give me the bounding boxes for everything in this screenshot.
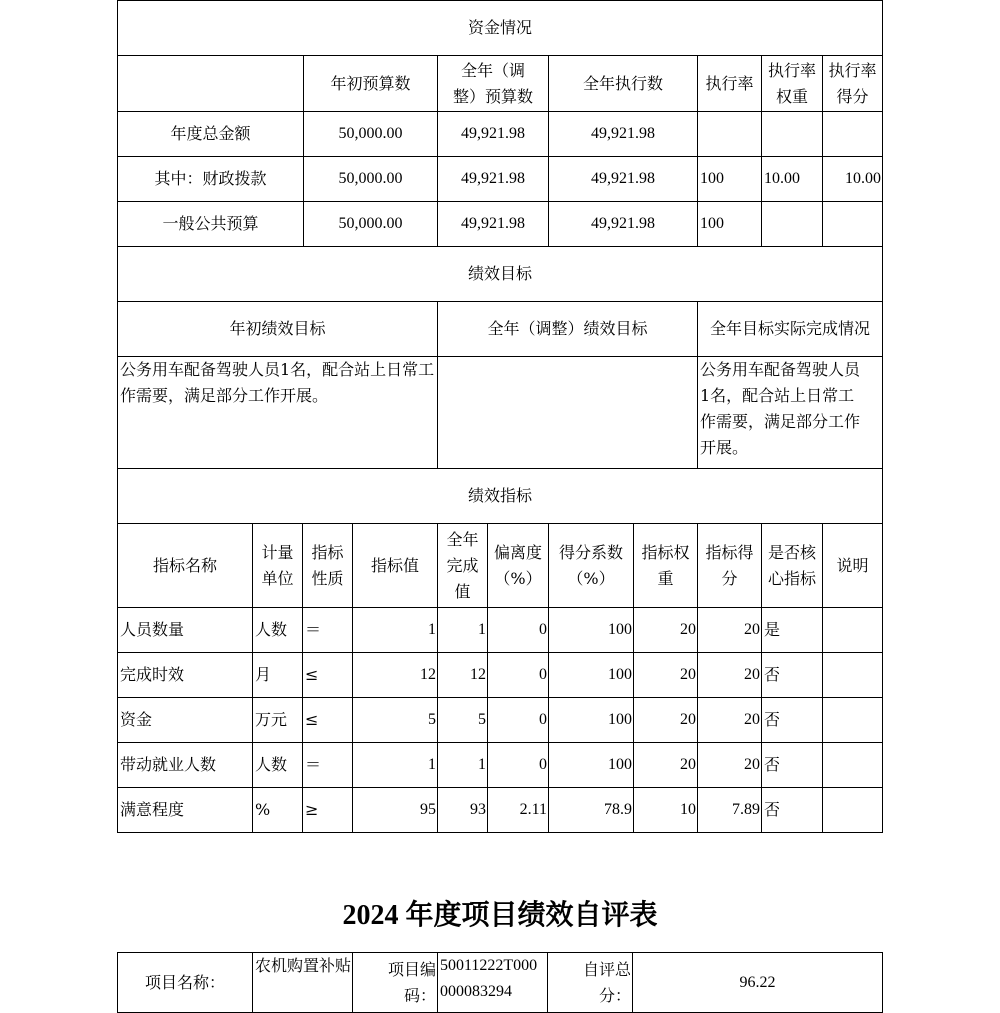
form-title: 2024 年度项目绩效自评表 [342,900,658,931]
table-row [118,743,883,788]
table-row [118,653,883,698]
funds-row-initial: 50,000.00 [304,202,438,247]
ind-header-name: 指标名称 [118,524,253,608]
ind-target: 1 [353,743,438,788]
ind-core: 否 [762,788,823,833]
ind-unit: 人数 [253,743,303,788]
self-score-value: 96.22 [633,953,883,1013]
ind-core: 否 [762,743,823,788]
funds-row [118,157,883,202]
ind-nature: ＝ [303,743,353,788]
ind-weight: 20 [634,653,698,698]
funds-header-initial: 年初预算数 [304,56,438,112]
ind-nature: ≤ [303,653,353,698]
ind-core: 否 [762,653,823,698]
ind-note [823,788,883,833]
ind-target: 1 [353,608,438,653]
ind-deviation: 0 [488,653,549,698]
ind-actual: 1 [438,608,488,653]
funds-row-weight [762,202,823,247]
goals-table [117,246,883,469]
ind-unit: 人数 [253,608,303,653]
ind-header-deviation: 偏离度（%） [488,524,549,608]
ind-score: 20 [698,653,762,698]
funds-row-score [823,202,883,247]
ind-coef: 100 [549,743,634,788]
ind-note [823,608,883,653]
funds-row-executed: 49,921.98 [549,202,698,247]
ind-target: 12 [353,653,438,698]
ind-deviation: 2.11 [488,788,549,833]
ind-deviation: 0 [488,743,549,788]
ind-target: 95 [353,788,438,833]
ind-unit: % [253,788,303,833]
funds-row-score [823,112,883,157]
ind-coef: 100 [549,698,634,743]
indicators-table [117,468,883,833]
table-row [118,788,883,833]
ind-coef: 100 [549,608,634,653]
ind-name: 带动就业人数 [118,743,253,788]
ind-weight: 20 [634,698,698,743]
ind-header-score: 指标得分 [698,524,762,608]
funds-header-rate: 执行率 [698,56,762,112]
indicator-rows [118,608,883,833]
goals-initial-text: 公务用车配备驾驶人员1名，配合站上日常工作需要，满足部分工作开展。 [118,357,438,469]
funds-row-executed: 49,921.98 [549,157,698,202]
ind-deviation: 0 [488,698,549,743]
ind-score: 20 [698,743,762,788]
funds-table [117,0,883,247]
project-code-label: 项目编码： [353,953,438,1013]
funds-header-adjusted: 全年（调整）预算数 [438,56,549,112]
ind-actual: 12 [438,653,488,698]
ind-name: 满意程度 [118,788,253,833]
self-score-label: 自评总分： [548,953,633,1013]
table-row [118,608,883,653]
goals-header-initial: 年初绩效目标 [118,302,438,357]
funds-row-initial: 50,000.00 [304,112,438,157]
funds-row-weight [762,112,823,157]
ind-name: 资金 [118,698,253,743]
funds-row-score: 10.00 [823,157,883,202]
project-code-value: 50011222T000000083294 [438,953,548,1013]
ind-note [823,743,883,788]
ind-header-unit: 计量单位 [253,524,303,608]
funds-header-blank [118,56,304,112]
ind-header-core: 是否核心指标 [762,524,823,608]
funds-title: 资金情况 [118,1,883,56]
ind-name: 人员数量 [118,608,253,653]
ind-target: 5 [353,698,438,743]
goals-header-actual: 全年目标实际完成情况 [698,302,883,357]
project-name-value: 农机购置补贴 [253,953,353,1013]
funds-row-label: 一般公共预算 [118,202,304,247]
funds-header-executed: 全年执行数 [549,56,698,112]
funds-row-label: 年度总金额 [118,112,304,157]
ind-actual: 93 [438,788,488,833]
ind-actual: 1 [438,743,488,788]
ind-weight: 10 [634,788,698,833]
ind-note [823,698,883,743]
funds-row-label: 其中：财政拨款 [118,157,304,202]
ind-header-note: 说明 [823,524,883,608]
funds-row-rate: 100 [698,157,762,202]
goals-header-adjusted: 全年（调整）绩效目标 [438,302,698,357]
ind-header-actual: 全年完成值 [438,524,488,608]
ind-core: 否 [762,698,823,743]
ind-score: 20 [698,698,762,743]
goals-adjusted-text [438,357,698,469]
ind-header-nature: 指标性质 [303,524,353,608]
ind-unit: 万元 [253,698,303,743]
indicators-title: 绩效指标 [118,469,883,524]
funds-row [118,202,883,247]
ind-nature: ＝ [303,608,353,653]
ind-score: 7.89 [698,788,762,833]
project-name-label: 项目名称： [118,953,253,1013]
funds-row-adjusted: 49,921.98 [438,112,549,157]
funds-row [118,112,883,157]
funds-row-adjusted: 49,921.98 [438,157,549,202]
table-row [118,698,883,743]
project-info-table [117,952,883,1013]
ind-coef: 100 [549,653,634,698]
funds-header-weight: 执行率权重 [762,56,823,112]
ind-coef: 78.9 [549,788,634,833]
ind-header-target: 指标值 [353,524,438,608]
ind-actual: 5 [438,698,488,743]
ind-nature: ≤ [303,698,353,743]
ind-weight: 20 [634,608,698,653]
funds-row-weight: 10.00 [762,157,823,202]
funds-row-adjusted: 49,921.98 [438,202,549,247]
ind-score: 20 [698,608,762,653]
ind-weight: 20 [634,743,698,788]
funds-row-rate: 100 [698,202,762,247]
ind-deviation: 0 [488,608,549,653]
funds-row-rate [698,112,762,157]
ind-header-coef: 得分系数（%） [549,524,634,608]
funds-row-initial: 50,000.00 [304,157,438,202]
ind-core: 是 [762,608,823,653]
goals-actual-text: 公务用车配备驾驶人员1名，配合站上日常工作需要，满足部分工作开展。 [698,357,883,469]
goals-title: 绩效目标 [118,247,883,302]
ind-note [823,653,883,698]
ind-nature: ≥ [303,788,353,833]
funds-header-score: 执行率得分 [823,56,883,112]
ind-unit: 月 [253,653,303,698]
ind-header-weight: 指标权重 [634,524,698,608]
funds-row-executed: 49,921.98 [549,112,698,157]
ind-name: 完成时效 [118,653,253,698]
